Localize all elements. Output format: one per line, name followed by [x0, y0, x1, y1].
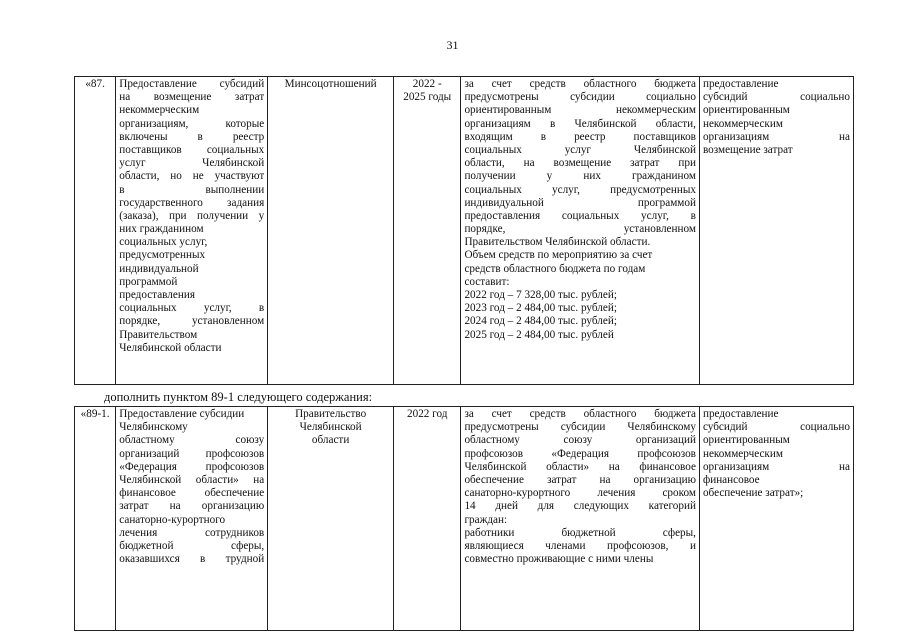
text-line: граждан:	[464, 513, 508, 526]
text-line: поставщиков социальных	[119, 143, 265, 156]
text-line: в выполнении	[119, 183, 265, 196]
text-line: оказавшихся в трудной	[119, 553, 265, 566]
text-line: за счет средств областного бюджета	[464, 78, 696, 90]
text-line: некоммерческим	[119, 104, 200, 117]
text-line: 2025 годы	[403, 91, 452, 104]
text-line: являющиеся членами профсоюзов, и	[464, 539, 696, 552]
item-number-cell	[75, 407, 116, 631]
text-line: входящим в реестр поставщиков	[464, 130, 696, 143]
item-number-cell	[75, 77, 116, 385]
text-line: ориентированным	[702, 434, 790, 447]
text-line: социальных услуг, предусмотренных	[464, 183, 696, 196]
text-line: некоммерческим	[702, 447, 783, 460]
text-line: бюджетной сферы,	[119, 539, 265, 552]
text-line: санаторно-курортного	[119, 513, 226, 526]
text-line: получении у них гражданином	[464, 170, 696, 183]
text-line: субсидий социально	[702, 421, 850, 434]
text-line: Правительством	[119, 328, 198, 341]
measure-name-cell	[116, 77, 268, 385]
text-line: субсидий социально	[702, 91, 850, 104]
text-line: организациям на	[702, 460, 850, 473]
text-line: предусмотрены субсидии социально	[464, 91, 696, 104]
table-row	[75, 407, 854, 631]
text-line: организациям на	[702, 130, 850, 143]
text-line: предоставление	[702, 408, 779, 420]
text-line: за счет средств областного бюджета	[464, 408, 696, 420]
page-number: 31	[446, 38, 459, 52]
text-line: 2022 год – 7 328,00 тыс. рублей;	[464, 289, 617, 302]
text-line: Челябинской области	[119, 341, 222, 354]
text-line: Объем средств по мероприятию за счет	[464, 249, 653, 262]
item-number: «87.	[85, 78, 105, 90]
executor-cell	[268, 77, 394, 385]
description-cell	[461, 77, 700, 385]
executor: Минсоцотношений	[284, 78, 377, 90]
text-line: социальных услуг,	[119, 236, 208, 249]
text-line: 2022 -	[412, 78, 442, 90]
text-line: государственного задания	[119, 196, 265, 209]
text-line: обеспечение затрат на организацию	[464, 473, 696, 486]
text-line: областному союзу организаций	[464, 434, 696, 447]
text-line: составит:	[464, 275, 510, 288]
text-line: 14 дней для следующих категорий	[464, 500, 696, 513]
text-line: предусмотрены субсидии Челябинскому	[464, 421, 696, 434]
text-line: (заказа), при получении у	[119, 209, 265, 222]
text-line: на возмещение затрат	[119, 91, 265, 104]
text-line: обеспечение затрат»;	[702, 487, 804, 500]
text-line: услуг Челябинской	[119, 157, 265, 170]
text-line: ориентированным некоммерческим	[464, 104, 696, 117]
text-line: индивидуальной программой	[464, 196, 696, 209]
text-line: включены в реестр	[119, 130, 265, 143]
text-line: Правительство	[295, 408, 367, 420]
text-line: Челябинскому	[119, 421, 188, 434]
text-line: санаторно-курортного лечения сроком	[464, 487, 696, 500]
text-line: Челябинской области» на финансовое	[464, 460, 696, 473]
text-line: финансовое обеспечение	[119, 487, 265, 500]
text-line: работники бюджетной сферы,	[464, 526, 696, 539]
text-line: предоставление	[702, 78, 779, 90]
text-line: индивидуальной	[119, 262, 199, 275]
text-line: Предоставление субсидии	[119, 408, 245, 420]
measures-table-part-2	[74, 406, 854, 631]
text-line: области, но не участвуют	[119, 170, 265, 183]
text-line: предусмотренных	[119, 249, 206, 262]
text-line: 2025 год – 2 484,00 тыс. рублей	[464, 328, 614, 341]
text-line: средств областного бюджета по годам	[464, 262, 646, 275]
text-line: возмещение затрат	[702, 143, 793, 156]
text-line: областному союзу	[119, 434, 265, 447]
text-line: Предоставление субсидий	[119, 78, 265, 90]
text-line: них гражданином	[119, 223, 204, 236]
result-cell	[699, 407, 853, 631]
text-line: 2023 год – 2 484,00 тыс. рублей;	[464, 302, 617, 315]
text-line: области, на возмещение затрат при	[464, 157, 696, 170]
item-number: «89-1.	[80, 408, 110, 420]
text-line: порядке, установленном	[464, 223, 696, 236]
text-line: организаций профсоюзов	[119, 447, 265, 460]
measures-table-part-1	[74, 76, 854, 385]
period-cell	[394, 407, 461, 631]
text-line: социальных услуг, в	[119, 302, 265, 315]
result-cell	[699, 77, 853, 385]
text-line: некоммерческим	[702, 117, 783, 130]
text-line: ориентированным	[702, 104, 790, 117]
text-line: области	[311, 434, 350, 447]
text-line: затрат на организацию	[119, 500, 265, 513]
text-line: Челябинской	[299, 421, 362, 434]
text-line: организациям в Челябинской области,	[464, 117, 696, 130]
text-line: программой	[119, 275, 178, 288]
text-line: совместно проживающие с ними члены	[464, 553, 654, 566]
executor-cell	[268, 407, 394, 631]
text-line: Челябинской области» на	[119, 473, 265, 486]
text-line: социальных услуг Челябинской	[464, 143, 696, 156]
description-cell	[461, 407, 700, 631]
amendment-instruction: дополнить пунктом 89-1 следующего содержания:	[104, 390, 373, 404]
text-line: лечения сотрудников	[119, 526, 265, 539]
table-row	[75, 77, 854, 385]
period-cell	[394, 77, 461, 385]
measure-name-cell	[116, 407, 268, 631]
text-line: 2022 год	[407, 408, 448, 420]
text-line: организациям, которые	[119, 117, 265, 130]
text-line: порядке, установленном	[119, 315, 265, 328]
text-line: 2024 год – 2 484,00 тыс. рублей;	[464, 315, 617, 328]
text-line: «Федерация профсоюзов	[119, 460, 265, 473]
text-line: предоставления	[119, 289, 195, 302]
text-line: профсоюзов «Федерация профсоюзов	[464, 447, 696, 460]
text-line: предоставления социальных услуг, в	[464, 209, 696, 222]
text-line: финансовое	[702, 473, 760, 486]
text-line: Правительством Челябинской области.	[464, 236, 651, 249]
